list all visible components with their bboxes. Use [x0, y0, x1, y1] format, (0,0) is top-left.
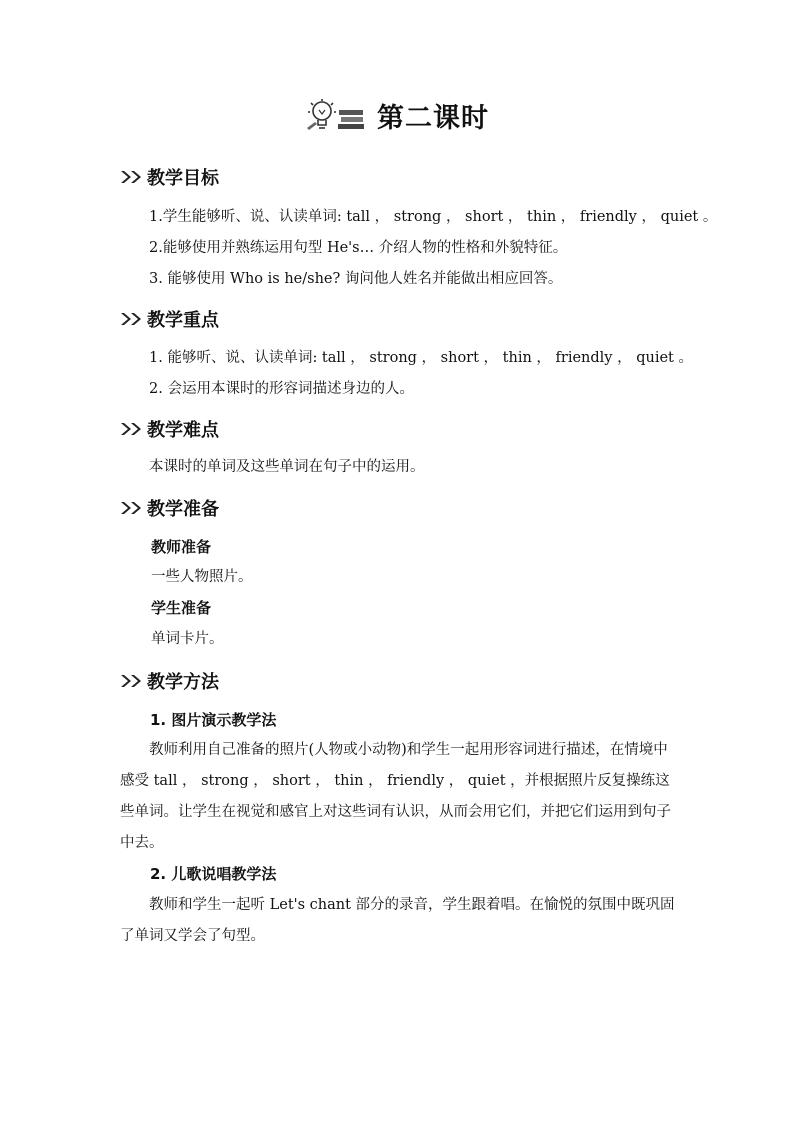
- section-title: 教学准备: [147, 499, 219, 520]
- section-difficulties: [120, 416, 219, 442]
- method-2-text: 教师和学生一起听 Let's chant 部分的录音，学生跟着唱。在愉悦的氛围中既巩固了单词又学会了句型。: [120, 897, 675, 944]
- section-key-points: [120, 306, 219, 332]
- double-chevron-icon: [120, 500, 144, 516]
- section-title: 教学方法: [147, 672, 219, 693]
- teacher-prep-label: 教师准备: [151, 538, 212, 556]
- method-1-text: 教师利用自己准备的照片(人物或小动物)和学生一起用形容词进行描述，在情境中感受 tall ， strong ， short ， thin ， friendly ， quiet ，并根据照片反复操练这些单词。让学生在视觉和感官上对这些词有认识，从而会用它们，并把它们运用到句子中去。: [120, 742, 671, 851]
- lightbulb-books-icon: [305, 98, 367, 134]
- lesson-header: [0, 96, 794, 135]
- section-title: 教学难点: [147, 420, 219, 441]
- objective-item-2: 2.能够使用并熟练运用句型 He's… 介绍人物的性格和外貌特征。: [149, 240, 568, 256]
- difficulties-text: 本课时的单词及这些单词在句子中的运用。: [149, 459, 425, 475]
- method-1-title: 1. 图片演示教学法: [150, 711, 277, 729]
- objective-item-1: 1.学生能够听、说、认读单词: tall ， strong ， short ， thin ， friendly ， quiet 。: [149, 209, 718, 225]
- section-title: 教学目标: [147, 168, 219, 189]
- student-prep-label: 学生准备: [151, 599, 212, 617]
- objective-item-3: 3. 能够使用 Who is he/she? 询问他人姓名并能做出相应回答。: [149, 271, 563, 287]
- section-preparation: [120, 495, 219, 521]
- section-title: 教学重点: [147, 310, 219, 331]
- student-prep-text: 单词卡片。: [151, 631, 224, 647]
- key-point-item-2: 2. 会运用本课时的形容词描述身边的人。: [149, 381, 414, 397]
- key-point-item-1: 1. 能够听、说、认读单词: tall ， strong ， short ， thin ， friendly ， quiet 。: [149, 350, 693, 366]
- double-chevron-icon: [120, 169, 144, 185]
- double-chevron-icon: [120, 311, 144, 327]
- double-chevron-icon: [120, 421, 144, 437]
- page-title: 第二课时: [377, 103, 489, 134]
- section-methods: [120, 668, 219, 694]
- double-chevron-icon: [120, 673, 144, 689]
- section-objectives: [120, 164, 219, 190]
- method-2-title: 2. 儿歌说唱教学法: [150, 865, 277, 883]
- teacher-prep-text: 一些人物照片。: [151, 569, 253, 585]
